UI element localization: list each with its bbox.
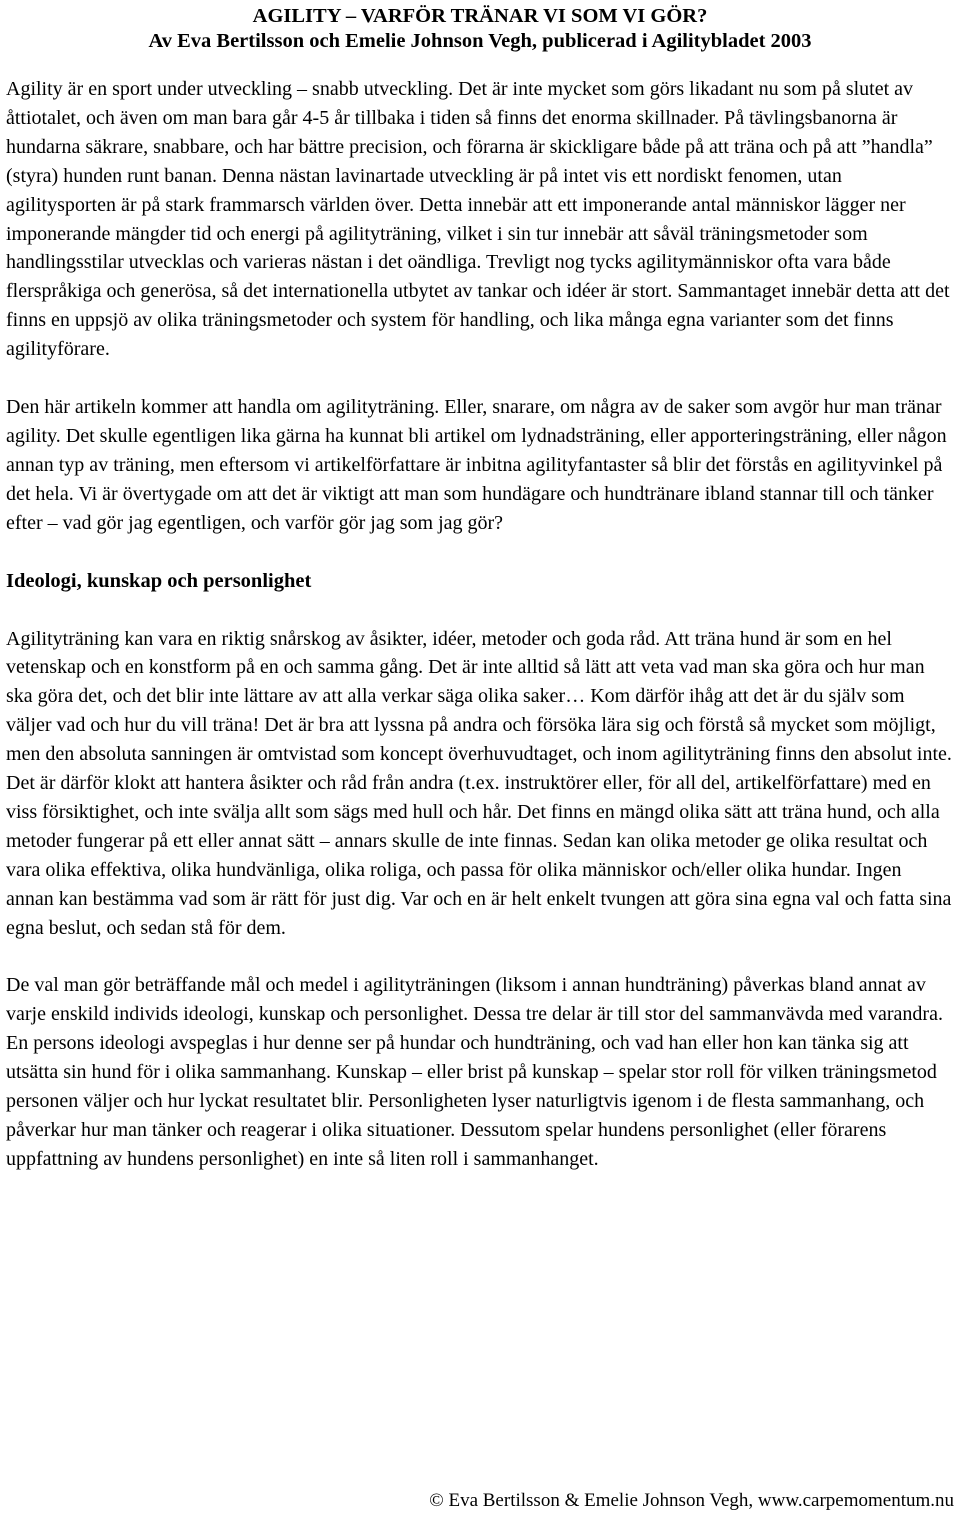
- copyright-footer: © Eva Bertilsson & Emelie Johnson Vegh, www.carpemomentum.nu: [429, 1490, 954, 1511]
- paragraph-purpose: Den här artikeln kommer att handla om agilityträning. Eller, snarare, om några av de saker som avgör hur man tränar agility. Det skulle egentligen lika gärna ha kunnat bli artikel om lydnadsträning, eller apporteringsträning, eller någon annan typ av träning, men eftersom vi artikelförfattare är inbitna agilityfantaster så blir det förstås en agilityvinkel på det hela. Vi är övertygade om att det är viktigt att man som hundägare och hundtränare ibland stannar till och tänker efter – vad gör jag egentligen, och varför gör jag som jag gör?: [6, 396, 947, 534]
- spacer: [6, 596, 954, 625]
- document-byline: Av Eva Bertilsson och Emelie Johnson Vegh, publicerad i Agilitybladet 2003: [148, 30, 812, 52]
- paragraph-advice: Agilityträning kan vara en riktig snårskog av åsikter, idéer, metoder och goda råd. Att träna hund är som en hel vetenskap och en konstform på en och samma gång. Det är inte alltid så lätt att veta vad man ska göra och hur man ska göra det, och det blir inte lättare av att alla verkar säga olika saker… Kom därför ihåg att det är du själv som väljer vad och hur du vill träna! Det är bra att lyssna på andra och försöka lära sig och förstå så mycket som möjligt, men den absoluta sanningen är omtvistad som koncept överhuvudtaget, och inom agilityträning finns den absolut inte. Det är därför klokt att hantera åsikter och råd från andra (t.ex. instruktörer eller, för all del, artikelförfattare) med en viss försiktighet, och inte svälja allt som sägs med hull och hår. Det finns en mängd olika sätt att träna hund, och alla metoder fungerar på ett eller annat sätt – annars skulle de inte finnas. Sedan kan olika metoder ge olika resultat och vara olika effektiva, olika hundvänliga, olika roliga, och passa för olika människor och/eller olika hundar. Ingen annan kan bestämma vad som är rätt för just dig. Var och en är helt enkelt tvungen att göra sina egna val och fatta sina egna beslut, och sedan stå för dem.: [6, 627, 952, 939]
- paragraph-ideology: De val man gör beträffande mål och medel i agilityträningen (liksom i annan hundträning) påverkas bland annat av varje enskild individs ideologi, kunskap och personlighet. Dessa tre delar är till stor del sammanvävda med varandra. En persons ideologi avspeglas i hur denne ser på hundar och hundträning, och vad han eller hon kan tänka sig att utsätta sin hund för i olika sammanhang. Kunskap – eller brist på kunskap – spelar stor roll för vilken träningsmetod personen väljer och hur lyckat resultatet blir. Personligheten lyser naturligtvis igenom i de flesta sammanhang, och påverkar hur man tänker och reagerar i olika situationer. Dessutom spelar hundens personlighet (eller förarens uppfattning av hundens personlighet) en inte så liten roll i sammanhanget.: [6, 974, 943, 1170]
- spacer: [6, 942, 954, 971]
- document-title: AGILITY – VARFÖR TRÄNAR VI SOM VI GÖR?: [252, 5, 708, 27]
- spacer: [6, 54, 954, 75]
- paragraph-intro: Agility är en sport under utveckling – snabb utveckling. Det är inte mycket som görs likadant nu som på slutet av åttiotalet, och även om man bara går 4-5 år tillbaka i tiden så finns det enorma skillnader. På tävlingsbanorna är hundarna säkrare, snabbare, och har bättre precision, och förarna är skickligare både på att träna och på att ”handla” (styra) hunden runt banan. Denna nästan lavinartade utveckling är på intet vis ett nordiskt fenomen, utan agilitysporten är på stark frammarsch världen över. Detta innebär att ett imponerande antal människor lägger ner imponerande mängder tid och energi på agilityträning, vilket i sin tur innebär att såväl träningsmetoder som handlingsstilar utvecklas och varieras nästan i det oändliga. Trevligt nog tycks agilitymänniskor ofta vara både flerspråkiga och generösa, så det internationella utbytet av tankar och idéer är stort. Sammantaget innebär detta att det finns en uppsjö av olika träningsmetoder och system för handling, och lika många egna varianter som det finns agilityförare.: [6, 78, 950, 361]
- section-heading: Ideologi, kunskap och personlighet: [6, 569, 312, 592]
- document-page: [6, 4, 954, 1174]
- spacer: [6, 538, 954, 567]
- spacer: [6, 364, 954, 393]
